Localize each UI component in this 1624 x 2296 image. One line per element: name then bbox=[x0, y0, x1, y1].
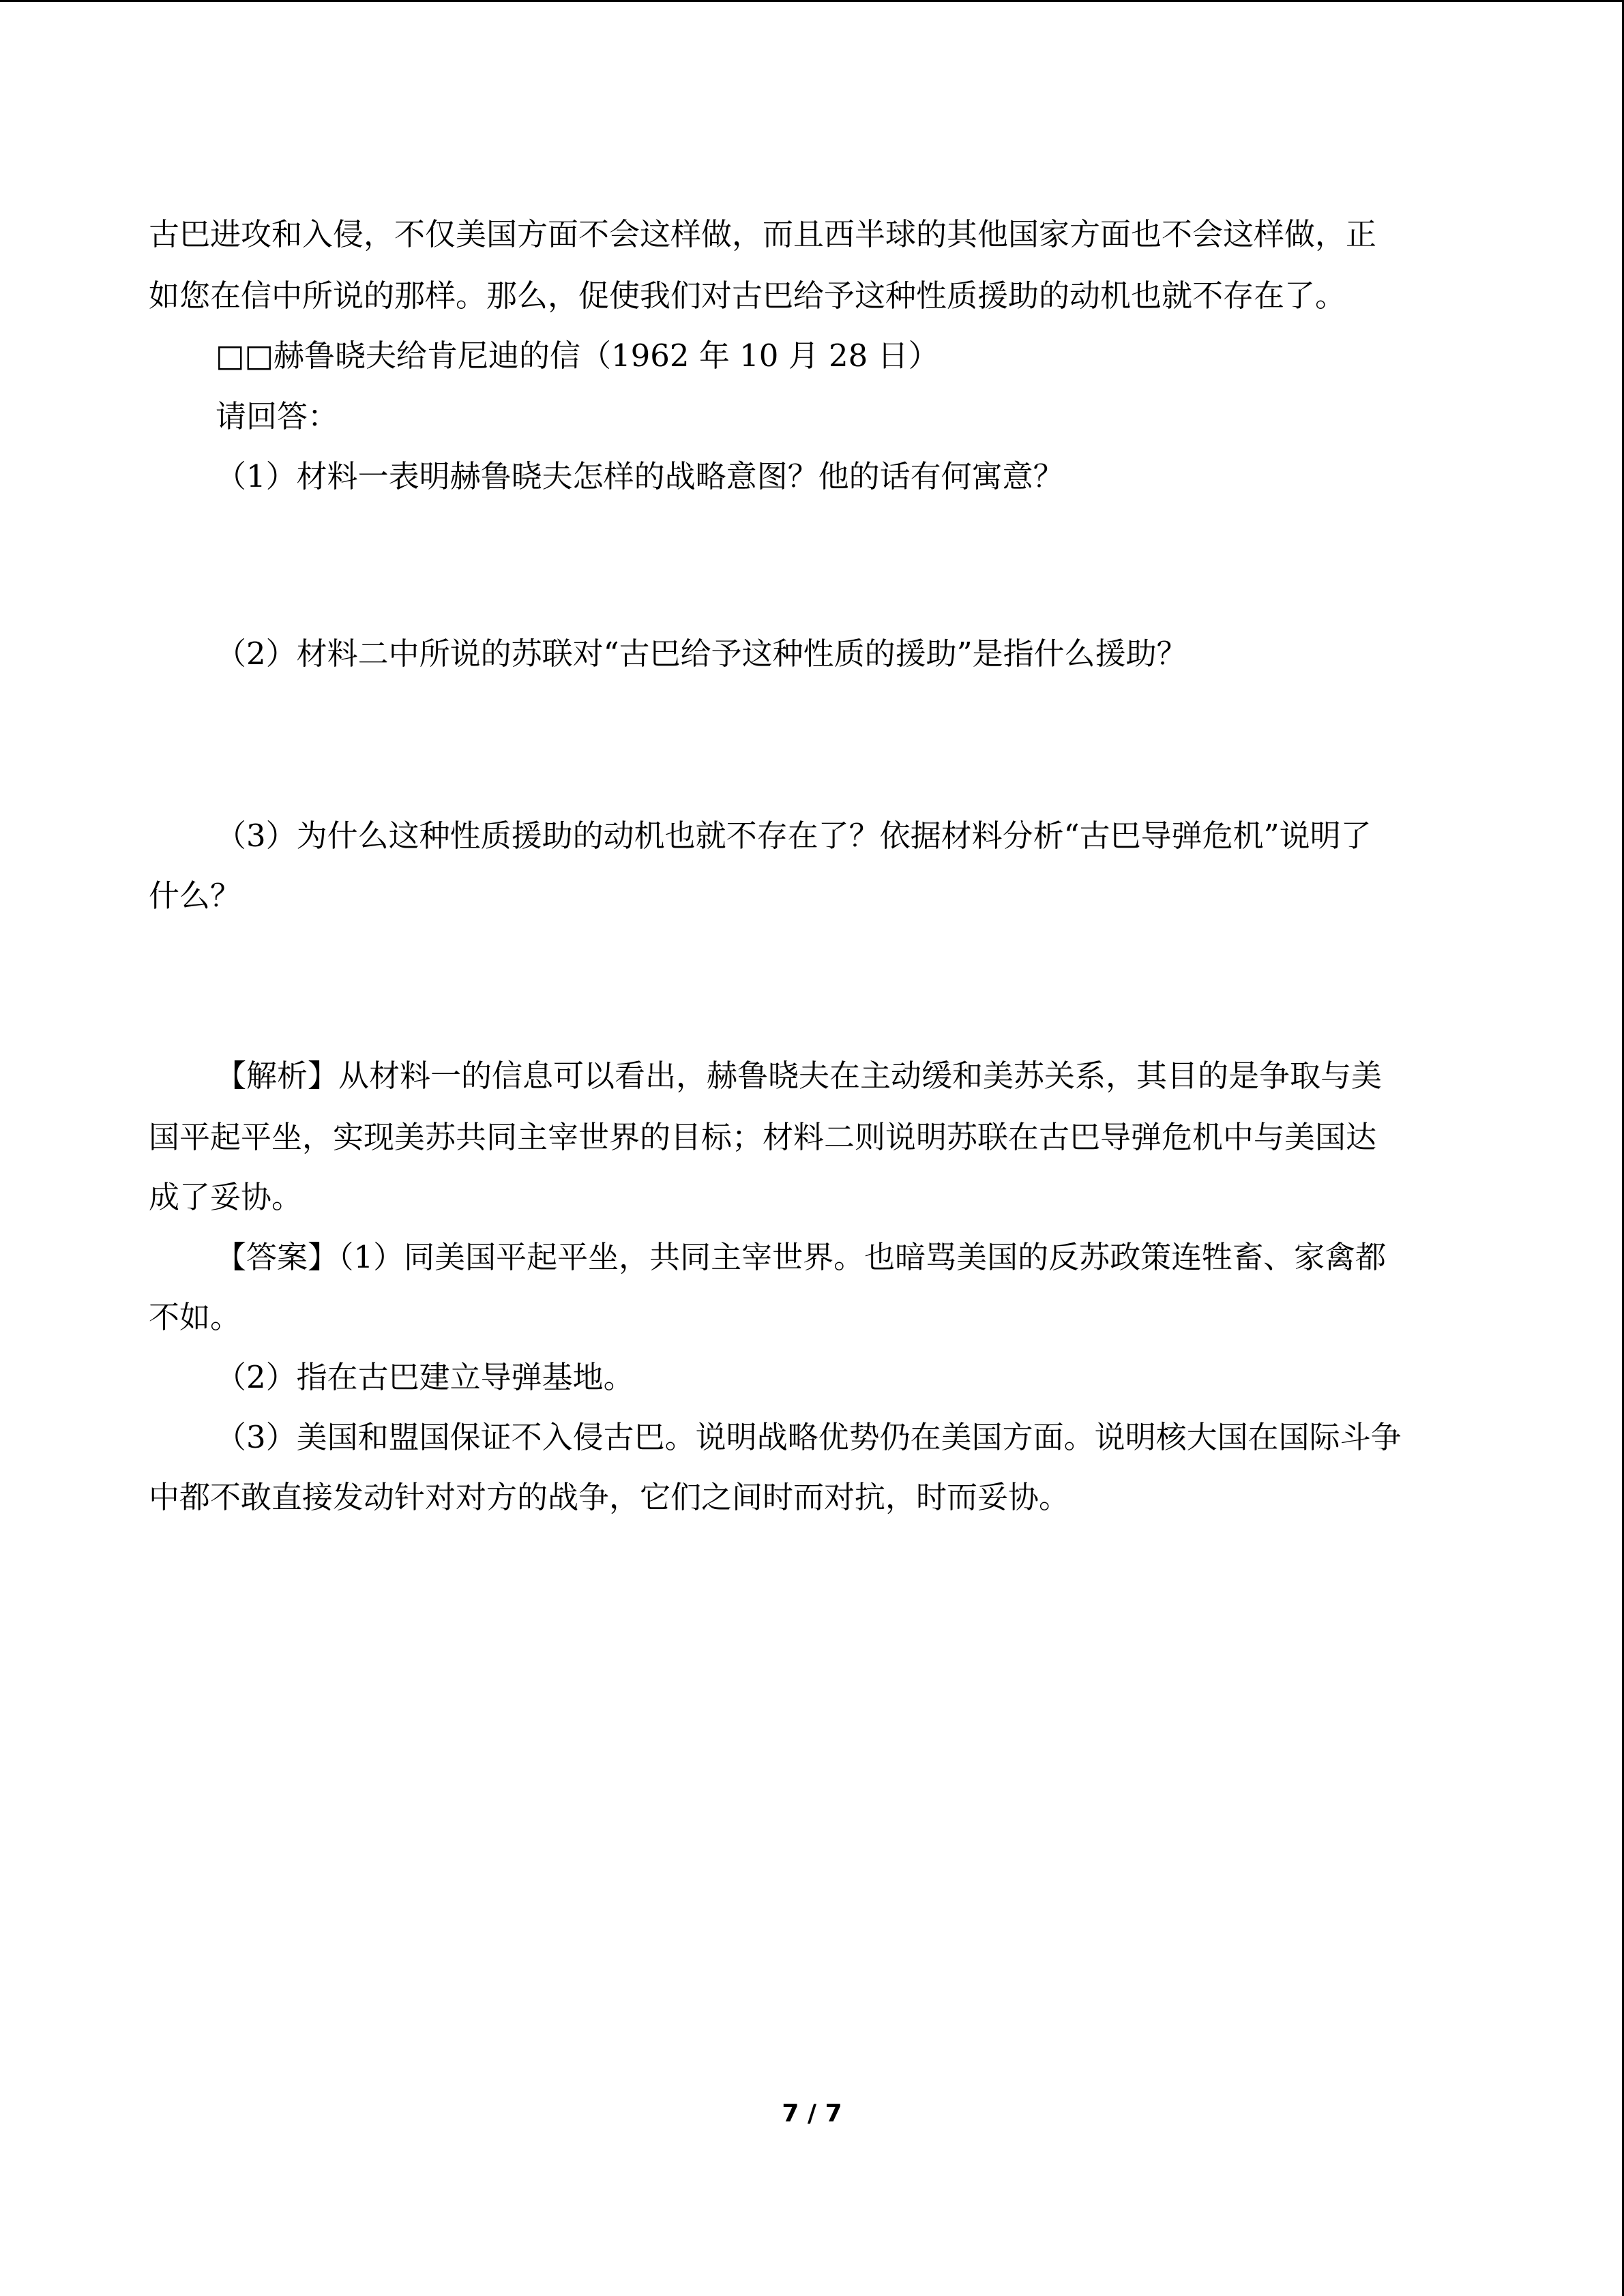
page-number: 7 / 7 bbox=[782, 2100, 842, 2128]
analysis-line-1: 【解析】从材料一的信息可以看出，赫鲁晓夫在主动缓和美苏关系，其目的是争取与美 bbox=[216, 1058, 1383, 1094]
question-3-line-1: （3）为什么这种性质援助的动机也就不存在了？依据材料分析“古巴导弹危机”说明了 bbox=[216, 818, 1372, 854]
question-3-line-2: 什么？ bbox=[149, 878, 241, 914]
question-1: （1）材料一表明赫鲁晓夫怎样的战略意图？他的话有何寓意？ bbox=[216, 458, 1064, 494]
answer-1-line-1: 【答案】（1）同美国平起平坐，共同主宰世界。也暗骂美国的反苏政策连牲畜、家禽都 bbox=[216, 1239, 1387, 1275]
answer-2: （2）指在古巴建立导弹基地。 bbox=[216, 1359, 634, 1395]
answer-3-line-2: 中都不敢直接发动针对对方的战争，它们之间时而对抗，时而妥协。 bbox=[149, 1479, 1070, 1515]
answer-1-line-2: 不如。 bbox=[149, 1299, 241, 1335]
analysis-line-3: 成了妥协。 bbox=[149, 1179, 303, 1215]
answer-3-line-1: （3）美国和盟国保证不入侵古巴。说明战略优势仍在美国方面。说明核大国在国际斗争 bbox=[216, 1419, 1402, 1455]
material-two-line-2: 如您在信中所说的那样。那么，促使我们对古巴给予这种性质援助的动机也就不存在了。 bbox=[149, 278, 1346, 314]
material-two-line-1: 古巴进攻和入侵，不仅美国方面不会这样做，而且西半球的其他国家方面也不会这样做，正 bbox=[149, 216, 1377, 252]
page-top-border bbox=[0, 0, 1624, 2]
analysis-line-2: 国平起平坐，实现美苏共同主宰世界的目标；材料二则说明苏联在古巴导弹危机中与美国达 bbox=[149, 1119, 1377, 1155]
material-two-source: □□赫鲁晓夫给肯尼迪的信（1962 年 10 月 28 日） bbox=[216, 338, 939, 374]
question-2: （2）材料二中所说的苏联对“古巴给予这种性质的援助”是指什么援助？ bbox=[216, 636, 1187, 672]
answer-prompt: 请回答： bbox=[216, 398, 339, 434]
